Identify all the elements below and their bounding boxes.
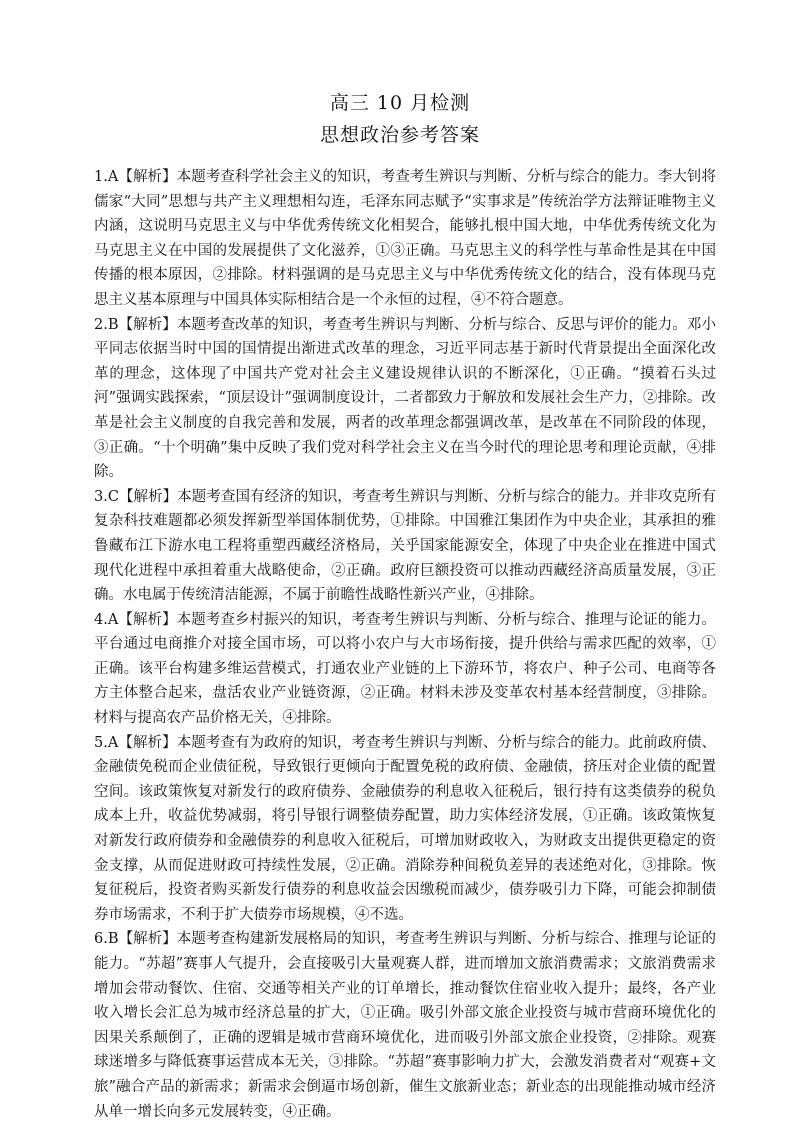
- answer-item-6: 6.B【解析】本题考查构建新发展格局的知识，考查考生辨识与判断、分析与综合、推理与论证的能力。“苏超”赛事人气提升，会直接吸引大量观赛人群，进而增加文旅消费需求；文旅消费需求增加会带动餐饮、住宿、交通等相关产业的订单增长，推动餐饮住宿业收入提升；最终，各产业收入增长会汇总为城市经济总量的扩大，①正确。吸引外部文旅企业投资与城市营商环境优化的因果关系颠倒了，正确的逻辑是城市营商环境优化，进而吸引外部文旅企业投资，②排除。观赛球迷增多与降低赛事运营成本无关，③排除。“苏超”赛事影响力扩大，会激发消费者对“观赛+文旅”融合产品的新需求；新需求会倒逼市场创新，催生文旅新业态；新业态的出现能推动城市经济从单一增长向多元发展转变，④正确。: [94, 931, 716, 1120]
- page-title: 高三 10 月检测: [329, 92, 471, 114]
- answer-item-5: 5.A【解析】本题考查有为政府的知识，考查考生辨识与判断、分析与综合的能力。此前政府债、金融债免税而企业债征税，导致银行更倾向于配置免税的政府债、金融债，挤压对企业债的配置空间。该政策恢复对新发行的政府债券、金融债券的利息收入征税后，银行持有这类债券的税负成本上升，收益优势减弱，将引导银行调整债券配置，助力实体经济发展，①正确。该政策恢复对新发行政府债券和金融债券的利息收入征税后，可增加财政收入，为财政支出提供更稳定的资金支撑，从而促进财政可持续性发展，②正确。消除券种间税负差异的表述绝对化，③排除。恢复征税后，投资者购买新发行债券的利息收益会因缴税而减少，债券吸引力下降，可能会抑制债券市场需求，不利于扩大债券市场规模，④不选。: [94, 734, 716, 923]
- page-subtitle: 思想政治参考答案: [319, 124, 480, 146]
- answer-item-1: 1.A【解析】本题考查科学社会主义的知识，考查考生辨识与判断、分析与综合的能力。李大钊将儒家“大同”思想与共产主义理想相勾连，毛泽东同志赋予“实事求是”传统治学方法辩证唯物主义内涵，这说明马克思主义与中华优秀传统文化相契合，能够扎根中国大地，中华优秀传统文化为马克思主义在中国的发展提供了文化滋养，①③正确。马克思主义的科学性与革命性是其在中国传播的根本原因，②排除。材料强调的是马克思主义与中华优秀传统文化的结合，没有体现马克思主义基本原理与中国具体实际相结合是一个永恒的过程，④不符合题意。: [94, 169, 716, 308]
- answer-item-2: 2.B【解析】本题考查改革的知识，考查考生辨识与判断、分析与综合、反思与评价的能力。邓小平同志依据当时中国的国情提出渐进式改革的理念，习近平同志基于新时代背景提出全面深化改革的理念，这体现了中国共产党对社会主义建设规律认识的不断深化，①正确。“摸着石头过河”强调实践探索，“顶层设计”强调制度设计，二者都致力于解放和发展社会生产力，②排除。改革是社会主义制度的自我完善和发展，两者的改革理念都强调改革，是改革在不同阶段的体现，③正确。“十个明确”集中反映了我们党对科学社会主义在当今时代的理论思考和理论贡献，④排除。: [94, 316, 716, 481]
- answer-item-4: 4.A【解析】本题考查乡村振兴的知识，考查考生辨识与判断、分析与综合、推理与论证的能力。平台通过电商推介对接全国市场，可以将小农户与大市场衔接，提升供给与需求匹配的效率，①正确。该平台构建多维运营模式，打通农业产业链的上下游环节，将农户、种子公司、电商等各方主体整合起来，盘活农业产业链资源，②正确。材料未涉及变革农村基本经营制度，③排除。材料与提高农产品价格无关，④排除。: [94, 611, 716, 727]
- answer-list: [94, 165, 716, 1124]
- answer-item-3: 3.C【解析】本题考查国有经济的知识，考查考生辨识与判断、分析与综合的能力。并非攻克所有复杂科技难题都必须发挥新型举国体制优势，①排除。中国雅江集团作为中央企业，其承担的雅鲁藏布江下游水电工程将重塑西藏经济格局，关乎国家能源安全，体现了中央企业在推进中国式现代化进程中承担着重大战略使命，②正确。政府巨额投资可以推动西藏经济高质量发展，③正确。水电属于传统清洁能源，不属于前瞻性战略性新兴产业，④排除。: [94, 488, 716, 604]
